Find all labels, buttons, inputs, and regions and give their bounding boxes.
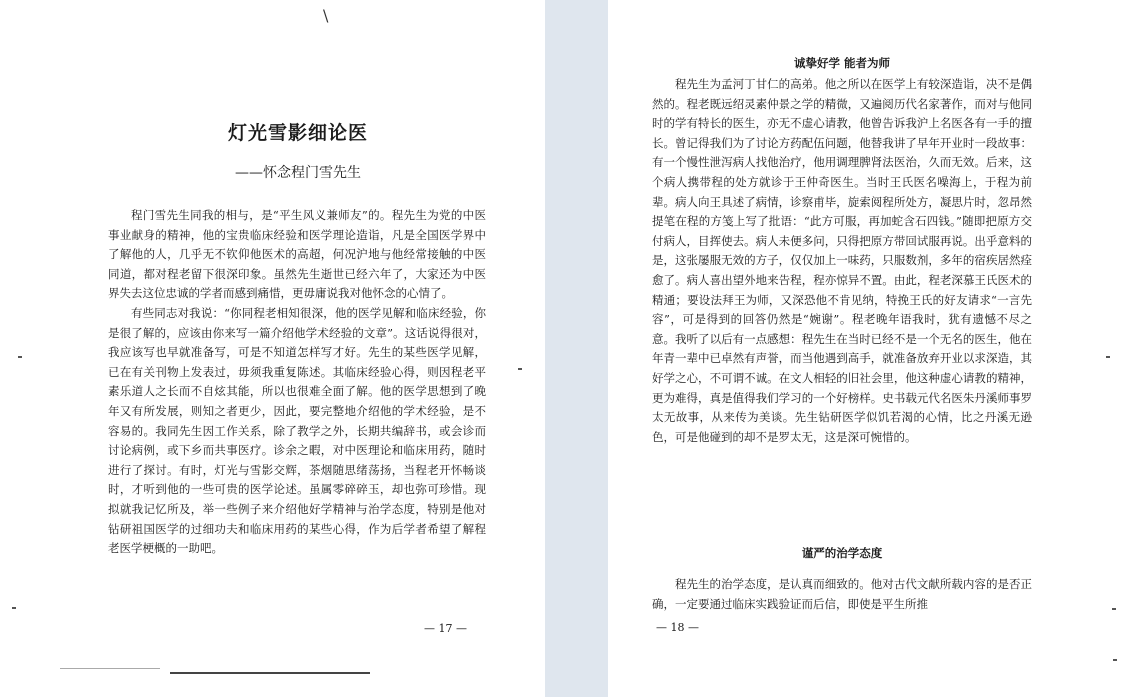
article-title: 灯光雪影细论医 [227,122,368,144]
scan-noise [1106,356,1110,358]
left-page [0,0,545,697]
right-page [608,0,1147,697]
right-body-text [652,75,1032,447]
page-number: — 17 — [424,622,467,635]
scan-noise [60,668,160,669]
scan-mark: \ [323,6,329,25]
paragraph: 程先生为孟河丁甘仁的高弟。他之所以在医学上有较深造诣，决不是偶然的。程老既远绍灵素仲景之学的精微，又遍阅历代名家著作，而对与他同时的学有特长的医生，亦无不虚心请教，他曾告诉我沪上名医各有一手的擅长。曾记得我们为了讨论方药配伍问题，他替我讲了早年开业时一段故事：有一个慢性泄泻病人找他治疗，他用调理脾肾法医治，久而无效。后来，这个病人携带程的处方就诊于王仲奇医生。当时王氏医名噪海上，于程为前辈。病人向王具述了病情，诊察甫毕，旋索阅程所处方，凝思片时，忽昂然提笔在程的方笺上写了批语：“此方可服，再加蛇含石四钱。”随即把原方交付病人，目挥使去。病人未便多问，只得把原方带回试服再说。出乎意料的是，这张屡服无效的方子，仅仅加上一味药，只服数剂，多年的宿疾居然痊愈了。病人喜出望外地来告程，程亦惊异不置。由此，程老深慕王氏医术的精通；要设法拜王为师，又深恐他不肯见纳，特挽王氏的好友请求“一言先容”，可是得到的回答仍然是“婉谢”。程老晚年语我时，犹有遗憾不尽之意。我听了以后有一点感想：程先生在当时已经不是一个无名的医生，他在年青一辈中已卓然有声誉，而当他遇到高手，就准备放弃开业以求深造，其好学之心，不可谓不诚。在文人相轻的旧社会里，他这种虚心请教的精神，更为难得，真是值得我们学习的一个好榜样。史书载元代名医朱丹溪师事罗太无故事，从来传为美谈。先生钻研医学似饥若渴的心情，比之丹溪无逊色，可是他碰到的却不是罗太无，这是深可惋惜的。 [652,77,1032,444]
paragraph: 有些同志对我说：“你同程老相知很深，他的医学见解和临床经验，你是很了解的，应该由你来写一篇介绍他学术经验的文章”。这话说得很对，我应该写也早就准备写，可是不知道怎样写才好。先生的某些医学见解，已在有关刊物上发表过，毋须我重复陈述。其临床经验心得，则因程老平素乐道人之长而不自炫其能，所以也很难全面了解。他的医学思想到了晚年又有所发展，则知之者更少，因此，要完整地介绍他的学术经验，是不容易的。我同先生因工作关系，除了教学之外，长期共编辞书，或会诊而讨论病例，或下乡而共事医疗。诊余之暇，对中医理论和临床用药，随时进行了探讨。有时，灯光与雪影交辉，茶烟随思绪荡扬，当程老开怀畅谈时，才听到他的一些可贵的医学论述。虽属零碎碎玉，却也弥可珍惜。现拟就我记忆所及，举一些例子来介绍他好学精神与治学态度，特别是他对钻研祖国医学的过细功夫和临床用药的某些心得，作为后学者希望了解程老医学梗概的一助吧。 [108,305,486,556]
scan-noise [1112,608,1116,610]
scan-noise [1113,659,1117,661]
paragraph: 程先生的治学态度，是认真而细致的。他对古代文献所载内容的是否正确，一定要通过临床实践验证而后信，即使是平生所推 [652,577,1032,611]
scan-noise [18,356,22,358]
article-subtitle: ——怀念程门雪先生 [235,165,361,181]
page-gutter [545,0,608,697]
scan-noise [518,368,522,370]
paragraph: 程门雪先生同我的相与，是“平生风义兼师友”的。程先生为党的中医事业献身的精神，他的宝贵临床经验和医学理论造诣，凡是全国医学界中了解他的人，几乎无不钦仰他医术的高超，何况沪地与他经常接触的中医同道，都对程老留下很深印象。虽然先生逝世已经六年了，大家还为中医界失去这位忠诚的学者而感到痛惜，更毋庸说我对他怀念的心情了。 [108,208,486,301]
scan-noise [12,607,16,609]
section-heading: 诚挚好学 能者为师 [793,56,890,70]
left-body-text [108,206,486,559]
section-heading: 谨严的治学态度 [801,546,883,560]
scan-noise [170,672,370,674]
page-number: — 18 — [656,621,699,634]
right-body-text [652,575,1032,614]
